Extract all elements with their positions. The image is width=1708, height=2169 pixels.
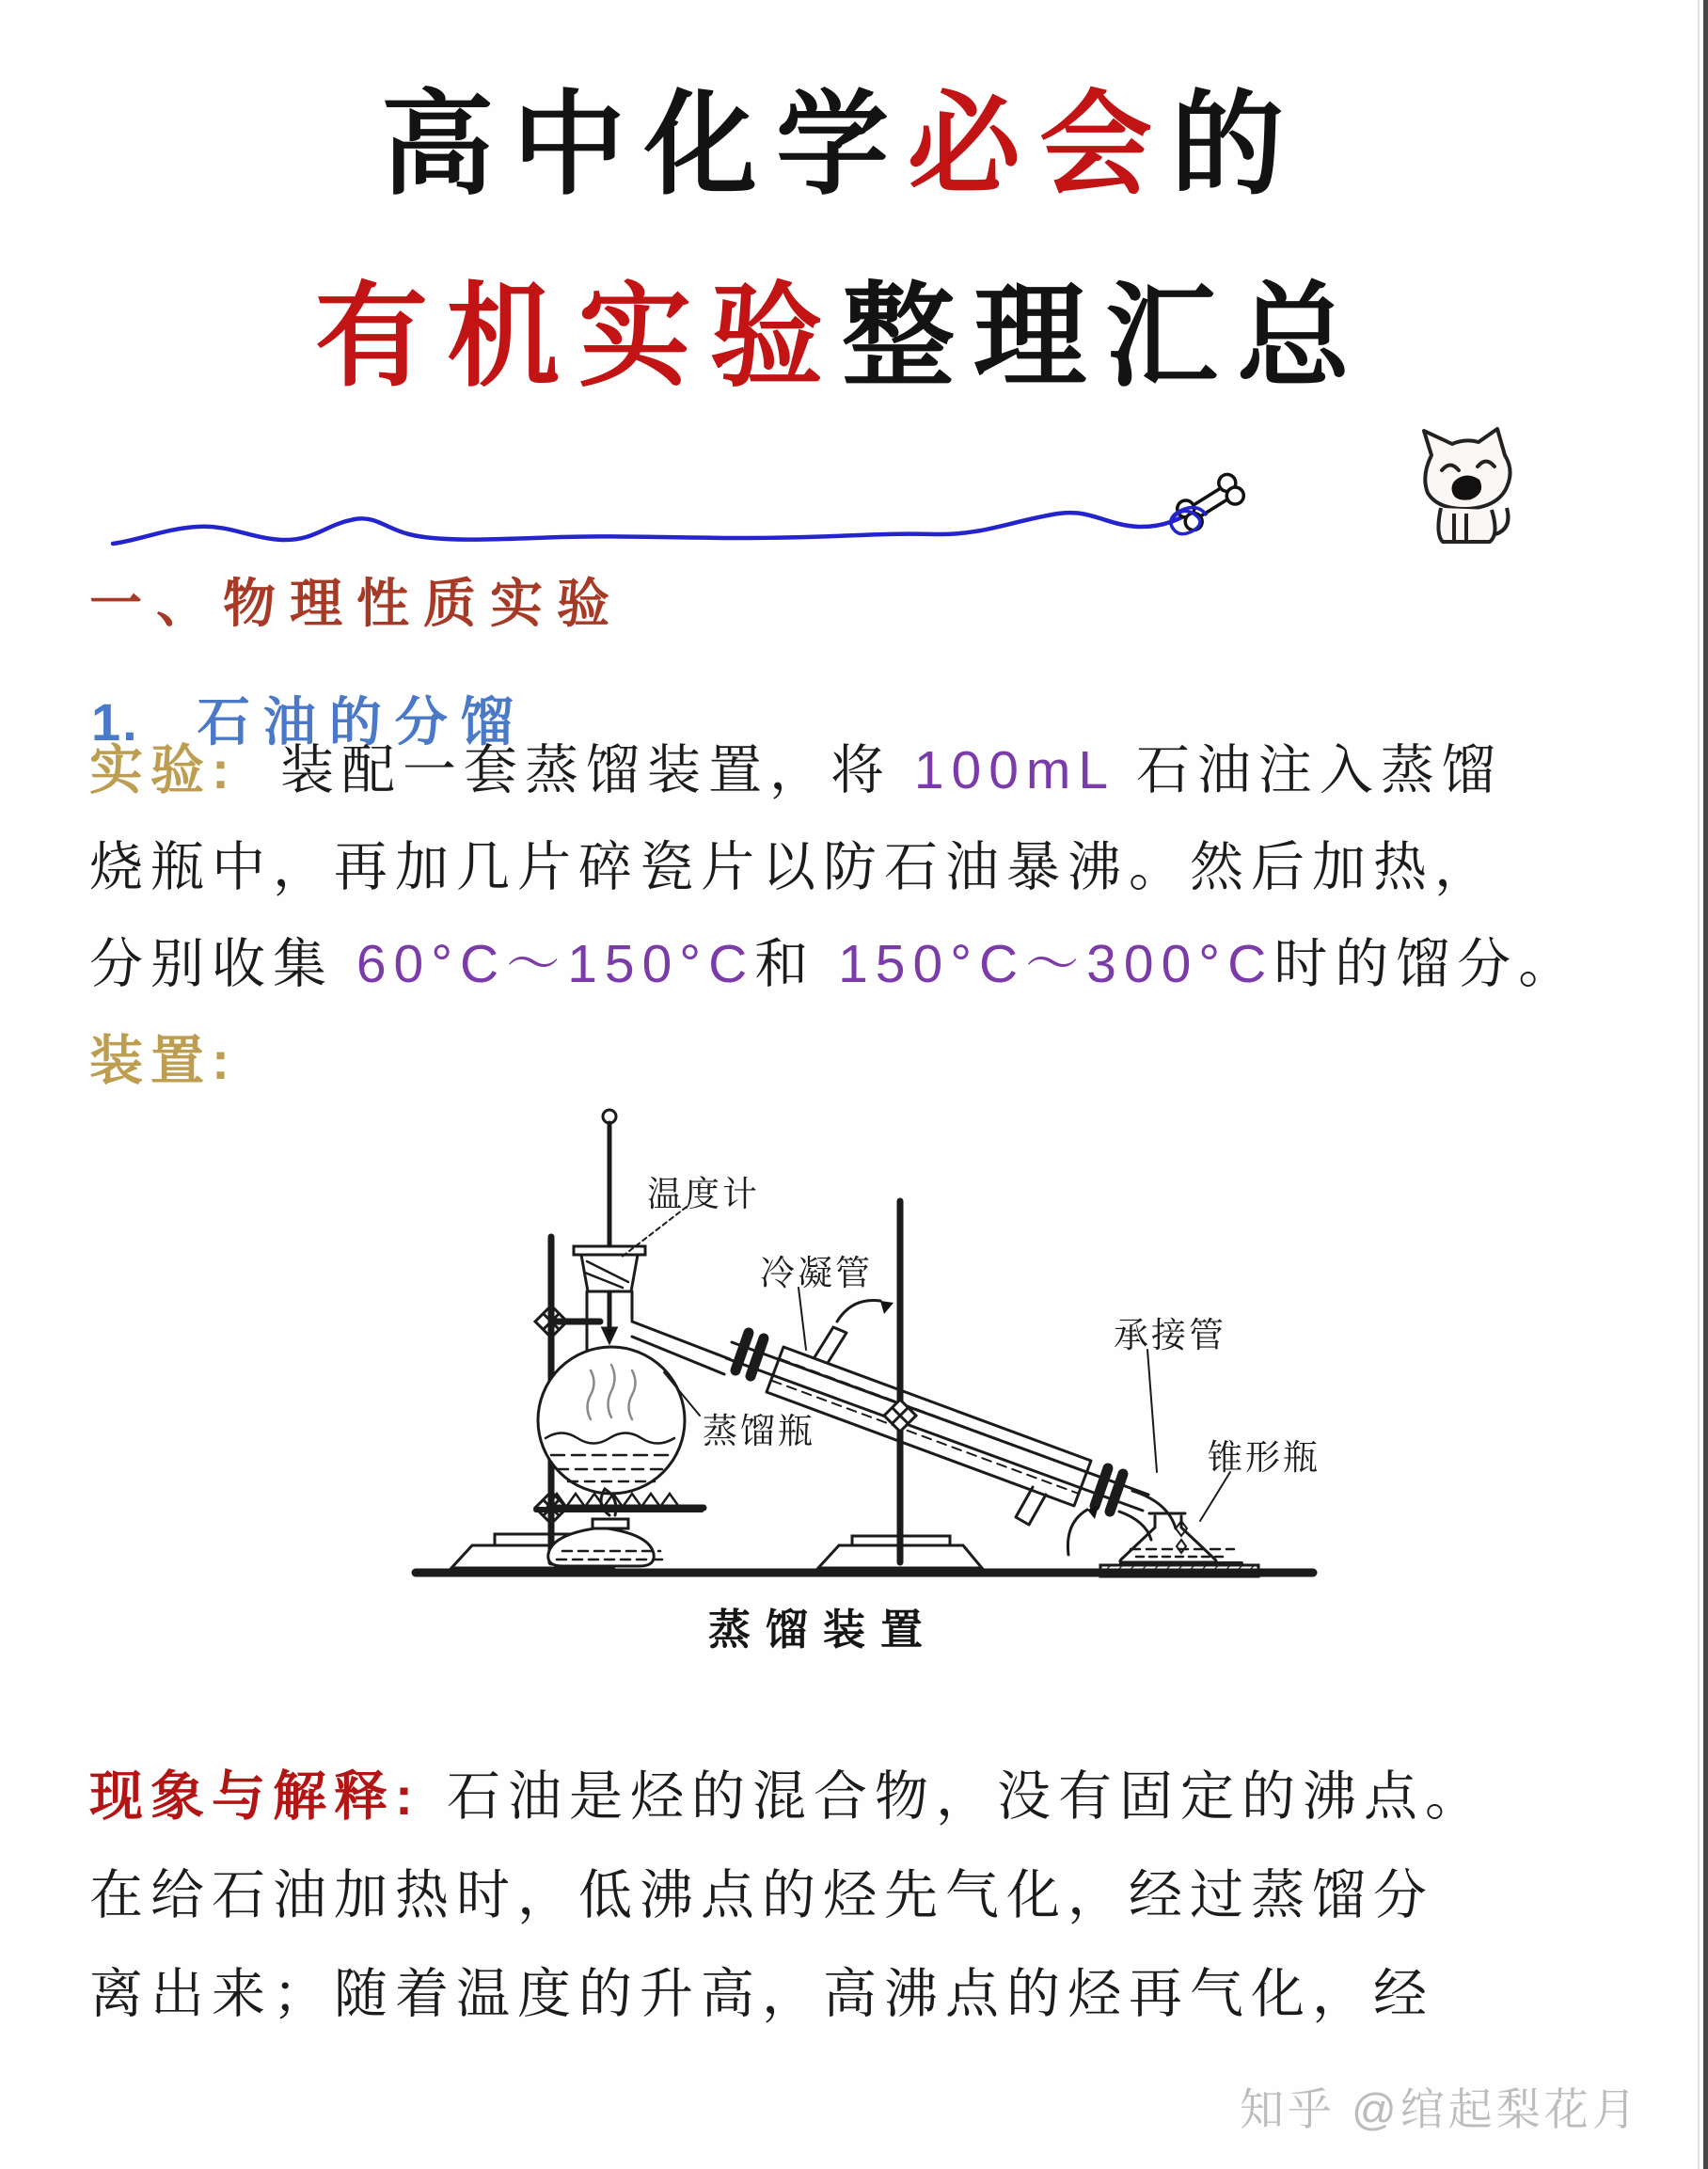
experiment-paragraph bbox=[89, 722, 1579, 1110]
thermometer-tip bbox=[603, 1328, 616, 1342]
water-arrow-lower bbox=[1068, 1510, 1087, 1555]
title-text-black2: 的 bbox=[1171, 82, 1303, 208]
experiment-line-3 bbox=[89, 916, 1579, 1013]
zhihu-watermark: 知乎 @绾起梨花月 bbox=[1240, 2084, 1640, 2134]
experiment-line-2: 烧瓶中，再加几片碎瓷片以防石油暴沸。然后加热， bbox=[89, 837, 1495, 897]
subsection-title: 石油的分馏 bbox=[197, 692, 527, 752]
apparatus-drawing bbox=[310, 1096, 1336, 1623]
experiment-label: 实验: bbox=[89, 740, 237, 800]
volume-value: 100mL bbox=[913, 740, 1114, 800]
flask-mat bbox=[1100, 1565, 1258, 1576]
title-text-black: 高中化学 bbox=[381, 82, 908, 208]
phenomenon-line-1 bbox=[89, 1748, 1486, 1846]
conical-flask bbox=[1120, 1513, 1216, 1562]
title-text-black3: 整理汇总 bbox=[842, 274, 1368, 400]
apparatus-label: 装置: bbox=[89, 1031, 237, 1091]
experiment-text: 石油注入蒸馏 bbox=[1114, 740, 1503, 800]
leader-condenser bbox=[799, 1288, 806, 1350]
phenomenon-label: 现象与解释: bbox=[89, 1766, 420, 1827]
experiment-text: 和 bbox=[754, 934, 839, 994]
experiment-line-1 bbox=[89, 722, 1579, 819]
cat-sticker bbox=[1398, 418, 1534, 554]
wave-line bbox=[113, 506, 1203, 544]
experiment-text: 装配一套蒸馏装置，将 bbox=[279, 740, 914, 800]
label-adapter: 承接管 bbox=[1114, 1316, 1226, 1354]
page-title-line1 bbox=[0, 55, 1684, 216]
cat-tail bbox=[1495, 508, 1509, 534]
divider-wave bbox=[99, 467, 1256, 572]
leader-adapter bbox=[1147, 1350, 1157, 1472]
adapter-tube bbox=[1119, 1491, 1176, 1540]
phenomenon-line-3: 离出来；随着温度的升高，高沸点的烃再气化，经 bbox=[89, 1964, 1434, 2024]
experiment-text: 分别收集 bbox=[89, 934, 356, 994]
phenomenon-paragraph bbox=[89, 1748, 1486, 2044]
water-arrow-upper bbox=[837, 1300, 880, 1322]
section-heading-physical: 一、物理性质实验 bbox=[89, 574, 624, 633]
label-condenser: 冷凝管 bbox=[760, 1254, 873, 1292]
page-edge-line-light bbox=[1698, 0, 1700, 2169]
distillation-diagram bbox=[310, 1096, 1336, 1623]
page-edge-line-dark bbox=[1703, 0, 1708, 2169]
temperature-range-2: 150°C～300°C bbox=[838, 934, 1274, 994]
label-thermometer: 温度计 bbox=[647, 1175, 760, 1213]
temperature-range-1: 60°C～150°C bbox=[356, 934, 755, 994]
phenomenon-line-2: 在给石油加热时，低沸点的烃先气化，经过蒸馏分 bbox=[89, 1865, 1434, 1925]
title-text-red2: 有机实验 bbox=[315, 274, 842, 400]
experiment-text: 时的馏分。 bbox=[1273, 934, 1580, 994]
phenomenon-text: 石油是烃的混合物，没有固定的沸点。 bbox=[446, 1766, 1486, 1827]
water-port-upper bbox=[814, 1327, 846, 1363]
page-title-line2 bbox=[0, 246, 1684, 408]
flask-bulb bbox=[538, 1347, 685, 1494]
bone-doodle bbox=[1174, 471, 1246, 533]
subsection-number: 1. bbox=[91, 692, 139, 752]
diagram-caption: 蒸馏装置 bbox=[707, 1606, 938, 1654]
title-text-red: 必会 bbox=[908, 82, 1171, 208]
label-distilling-flask: 蒸馏瓶 bbox=[703, 1412, 815, 1450]
label-conical-flask: 锥形瓶 bbox=[1208, 1438, 1321, 1477]
droplet bbox=[1177, 1540, 1186, 1553]
